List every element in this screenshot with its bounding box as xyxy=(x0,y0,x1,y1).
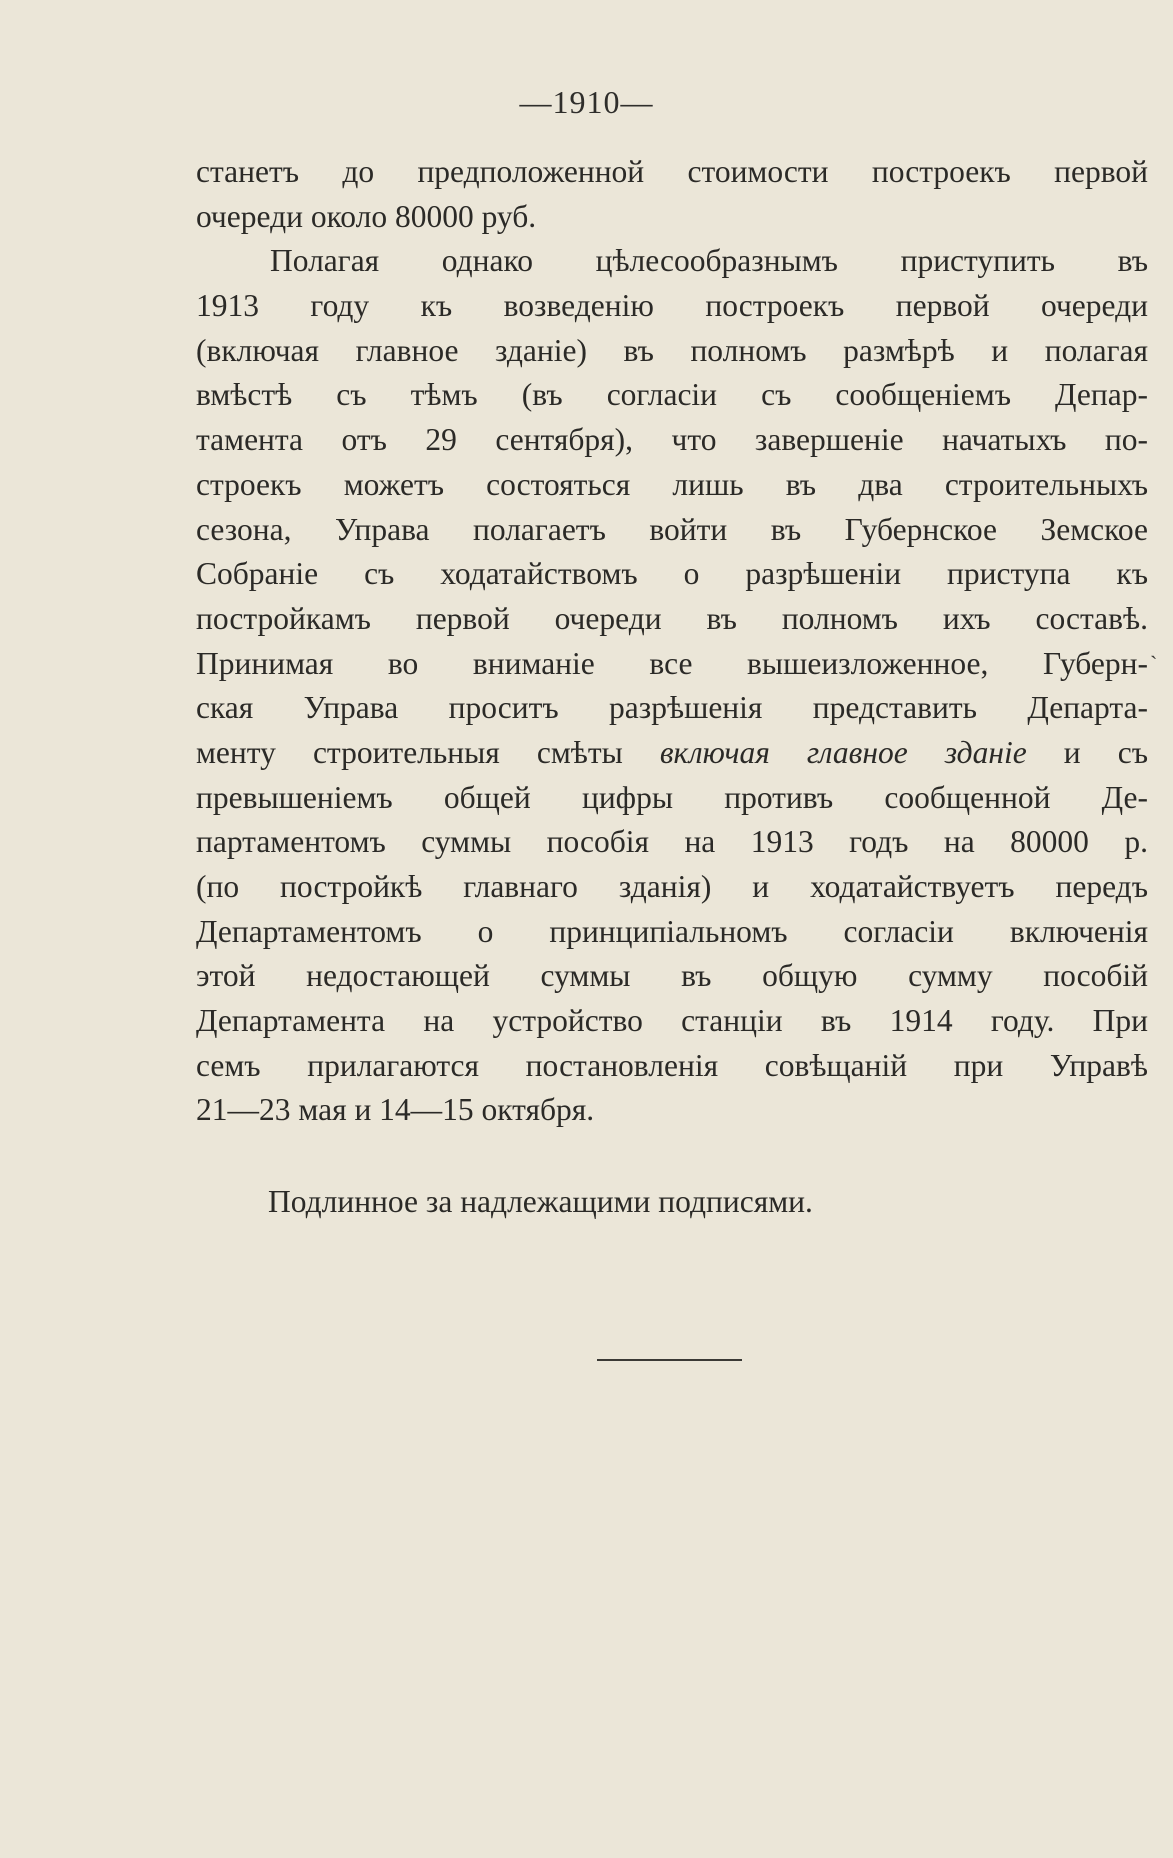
text-line: семъ прилагаются постановленія совѣщаній при Управѣ xyxy=(196,1047,1148,1083)
text-line: строекъ можетъ состояться лишь въ два строительныхъ xyxy=(196,466,1148,502)
text-line: сезона, Управа полагаетъ войти въ Губернское Земское xyxy=(196,511,1148,547)
text-line: партаментомъ суммы пособія на 1913 годъ на 80000 р. xyxy=(196,824,1148,860)
text-line: ская Управа проситъ разрѣшенія представить Департа- xyxy=(196,690,1148,726)
text-line: станетъ до предположенной стоимости построекъ первой xyxy=(196,154,1148,189)
text-line-part: и съ xyxy=(1026,734,1148,770)
italic-emphasis: включая главное зданіе xyxy=(659,734,1027,770)
text-line: Собраніе съ ходатайствомъ о разрѣшеніи приступа къ xyxy=(196,556,1148,592)
closing-rule xyxy=(597,1359,742,1361)
text-line: очереди около 80000 руб. xyxy=(196,198,537,234)
text-line: Департаментомъ о принципіальномъ согласіи включенія xyxy=(196,913,1148,949)
text-line: Департамента на устройство станціи въ 1914 году. При xyxy=(196,1003,1148,1039)
body-text xyxy=(196,150,1148,1133)
signature-note: Подлинное за надлежащими подписями. xyxy=(268,1184,813,1219)
text-line: 21—23 мая и 14—15 октября. xyxy=(196,1092,595,1128)
text-line: превышеніемъ общей цифры противъ сообщенной Де- xyxy=(196,779,1148,815)
text-line: Полагая однако цѣлесообразнымъ приступить въ xyxy=(270,243,1148,279)
margin-mark: ˎ xyxy=(1150,634,1158,659)
text-line: (включая главное зданіе) въ полномъ размѣрѣ и полагая xyxy=(196,332,1148,368)
text-line: 1913 году къ возведенію построекъ первой очереди xyxy=(196,288,1148,324)
text-line: Принимая во вниманіе все вышеизложенное, Губерн- xyxy=(196,645,1148,681)
text-line xyxy=(196,731,1148,776)
text-line: постройкамъ первой очереди въ полномъ ихъ составѣ. xyxy=(196,600,1148,636)
text-line: вмѣстѣ съ тѣмъ (въ согласіи съ сообщеніемъ Депар- xyxy=(196,377,1148,413)
text-line: этой недостающей суммы въ общую сумму пособій xyxy=(196,958,1148,994)
text-line: тамента отъ 29 сентября), что завершеніе начатыхъ по- xyxy=(196,422,1148,458)
text-line: (по постройкѣ главнаго зданія) и ходатайствуетъ передъ xyxy=(196,869,1148,904)
page-number: —1910— xyxy=(519,84,654,120)
text-line-part: менту строительныя смѣты xyxy=(196,734,660,770)
